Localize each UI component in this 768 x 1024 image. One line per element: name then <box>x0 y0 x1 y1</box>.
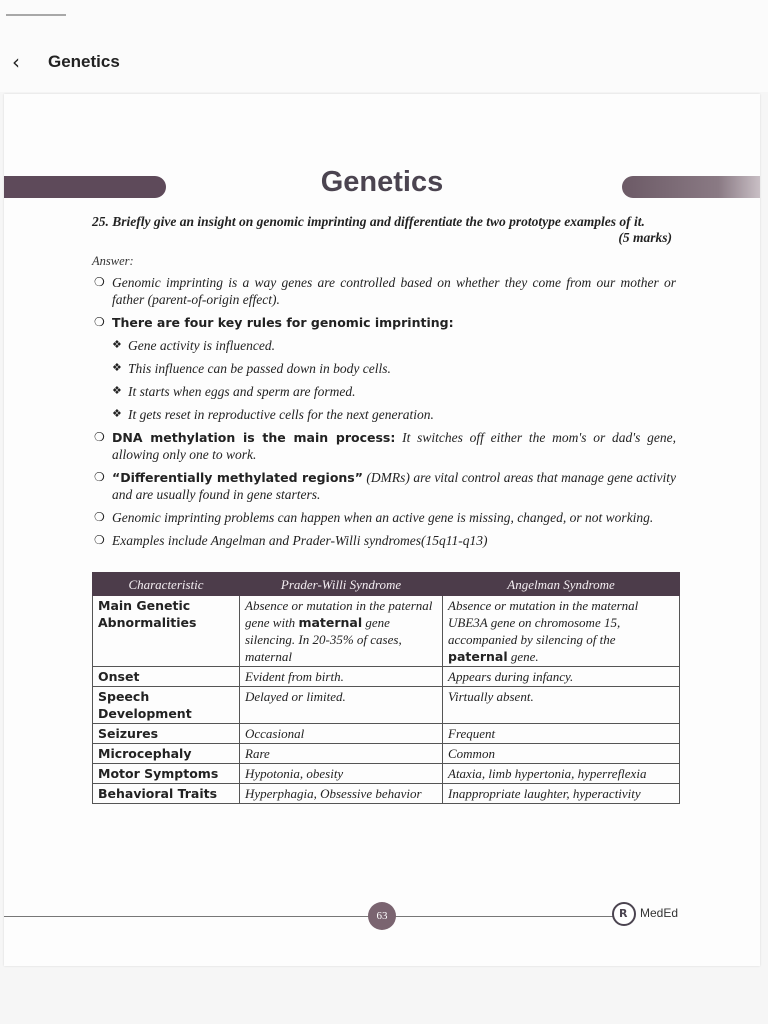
page-heading: Genetics <box>320 166 444 198</box>
table-header-row <box>93 573 680 596</box>
row-label: Speech Development <box>93 687 240 724</box>
table-row <box>93 596 680 667</box>
meded-logo-icon: R <box>612 902 636 926</box>
circle-bullet-icon: ❍ <box>94 510 105 524</box>
app-header <box>0 0 768 92</box>
table-cell: Hypotonia, obesity <box>240 764 443 784</box>
circle-bullet-icon: ❍ <box>94 315 105 329</box>
diamond-bullet-icon: ❖ <box>112 385 122 397</box>
sub-bullet-item <box>92 406 676 423</box>
table-row <box>93 667 680 687</box>
table-cell: Virtually absent. <box>443 687 680 724</box>
sub-bullet-text: Gene activity is influenced. <box>128 338 275 353</box>
bullet-text: Genomic imprinting is a way genes are controlled based on whether they come from our mother or father (parent-of-origin effect). <box>112 275 676 307</box>
table-row <box>93 764 680 784</box>
question-text: Briefly give an insight on genomic imprinting and differentiate the two prototype examples of it. <box>112 214 645 229</box>
bullet-item <box>92 274 676 308</box>
bullet-item <box>92 429 676 463</box>
diamond-bullet-icon: ❖ <box>112 362 122 374</box>
table-cell: Evident from birth. <box>240 667 443 687</box>
table-cell: Absence or mutation in the maternal UBE3A gene on chromosome 15, accompanied by silencing of the paternal gene. <box>443 596 680 667</box>
table-cell: Ataxia, limb hypertonia, hyperreflexia <box>443 764 680 784</box>
circle-bullet-icon: ❍ <box>94 470 105 484</box>
app-title: Genetics <box>48 52 120 71</box>
bullet-text: It switches off either the mom's or dad's gene, allowing only one to work. <box>112 430 676 462</box>
diamond-bullet-icon: ❖ <box>112 339 122 351</box>
table-cell: Occasional <box>240 724 443 744</box>
answer-label: Answer: <box>92 254 134 268</box>
circle-bullet-icon: ❍ <box>94 430 105 444</box>
table-cell: Hyperphagia, Obsessive behavior <box>240 784 443 804</box>
column-header: Characteristic <box>93 573 240 596</box>
table-row <box>93 744 680 764</box>
bullet-text: Examples include Angelman and Prader-Willi syndromes(15q11-q13) <box>112 533 488 548</box>
sub-bullet-text: This influence can be passed down in body cells. <box>128 361 391 376</box>
question-number: 25. <box>92 214 109 229</box>
bullet-bold: “Differentially methylated regions” <box>112 470 363 485</box>
answer-content <box>92 274 676 555</box>
bullet-item <box>92 532 676 549</box>
back-chevron-icon[interactable]: ‹ <box>12 50 20 74</box>
bullet-text: Genomic imprinting problems can happen when an active gene is missing, changed, or not working. <box>112 510 654 525</box>
circle-bullet-icon: ❍ <box>94 275 105 289</box>
table-cell: Absence or mutation in the paternal gene with maternal gene silencing. In 20-35% of cases, maternal <box>240 596 443 667</box>
status-bar <box>6 14 66 20</box>
sub-bullet-item <box>92 383 676 400</box>
row-label: Behavioral Traits <box>93 784 240 804</box>
table-row <box>93 784 680 804</box>
sub-bullet-text: It starts when eggs and sperm are formed. <box>128 384 356 399</box>
table-cell: Common <box>443 744 680 764</box>
sub-bullet-text: It gets reset in reproductive cells for the next generation. <box>128 407 434 422</box>
row-label: Main Genetic Abnormalities <box>93 596 240 667</box>
brand-name: MedEd <box>640 906 679 920</box>
diamond-bullet-icon: ❖ <box>112 408 122 420</box>
row-label: Microcephaly <box>93 744 240 764</box>
table-cell: Delayed or limited. <box>240 687 443 724</box>
bullet-bold: DNA methylation is the main process: <box>112 430 396 445</box>
table-cell: Inappropriate laughter, hyperactivity <box>443 784 680 804</box>
table-cell: Appears during infancy. <box>443 667 680 687</box>
circle-bullet-icon: ❍ <box>94 533 105 547</box>
table-row <box>93 687 680 724</box>
document-page <box>4 94 760 966</box>
table-cell: Rare <box>240 744 443 764</box>
question-marks: (5 marks) <box>618 230 672 245</box>
comparison-table <box>92 572 680 804</box>
row-label: Onset <box>93 667 240 687</box>
bullet-text: (DMRs) are vital control areas that manage gene activity and are usually found in gene starters. <box>112 470 676 502</box>
row-label: Seizures <box>93 724 240 744</box>
table-cell: Frequent <box>443 724 680 744</box>
page-number-badge: 63 <box>368 902 396 930</box>
bullet-item <box>92 509 676 526</box>
question <box>92 214 672 245</box>
bullet-item <box>92 469 676 503</box>
row-label: Motor Symptoms <box>93 764 240 784</box>
column-header: Angelman Syndrome <box>443 573 680 596</box>
sub-bullet-item <box>92 360 676 377</box>
footer-divider <box>4 916 614 917</box>
column-header: Prader-Willi Syndrome <box>240 573 443 596</box>
bullet-bold: There are four key rules for genomic imprinting: <box>112 315 454 330</box>
table-row <box>93 724 680 744</box>
sub-bullet-item <box>92 337 676 354</box>
bullet-item <box>92 314 676 331</box>
